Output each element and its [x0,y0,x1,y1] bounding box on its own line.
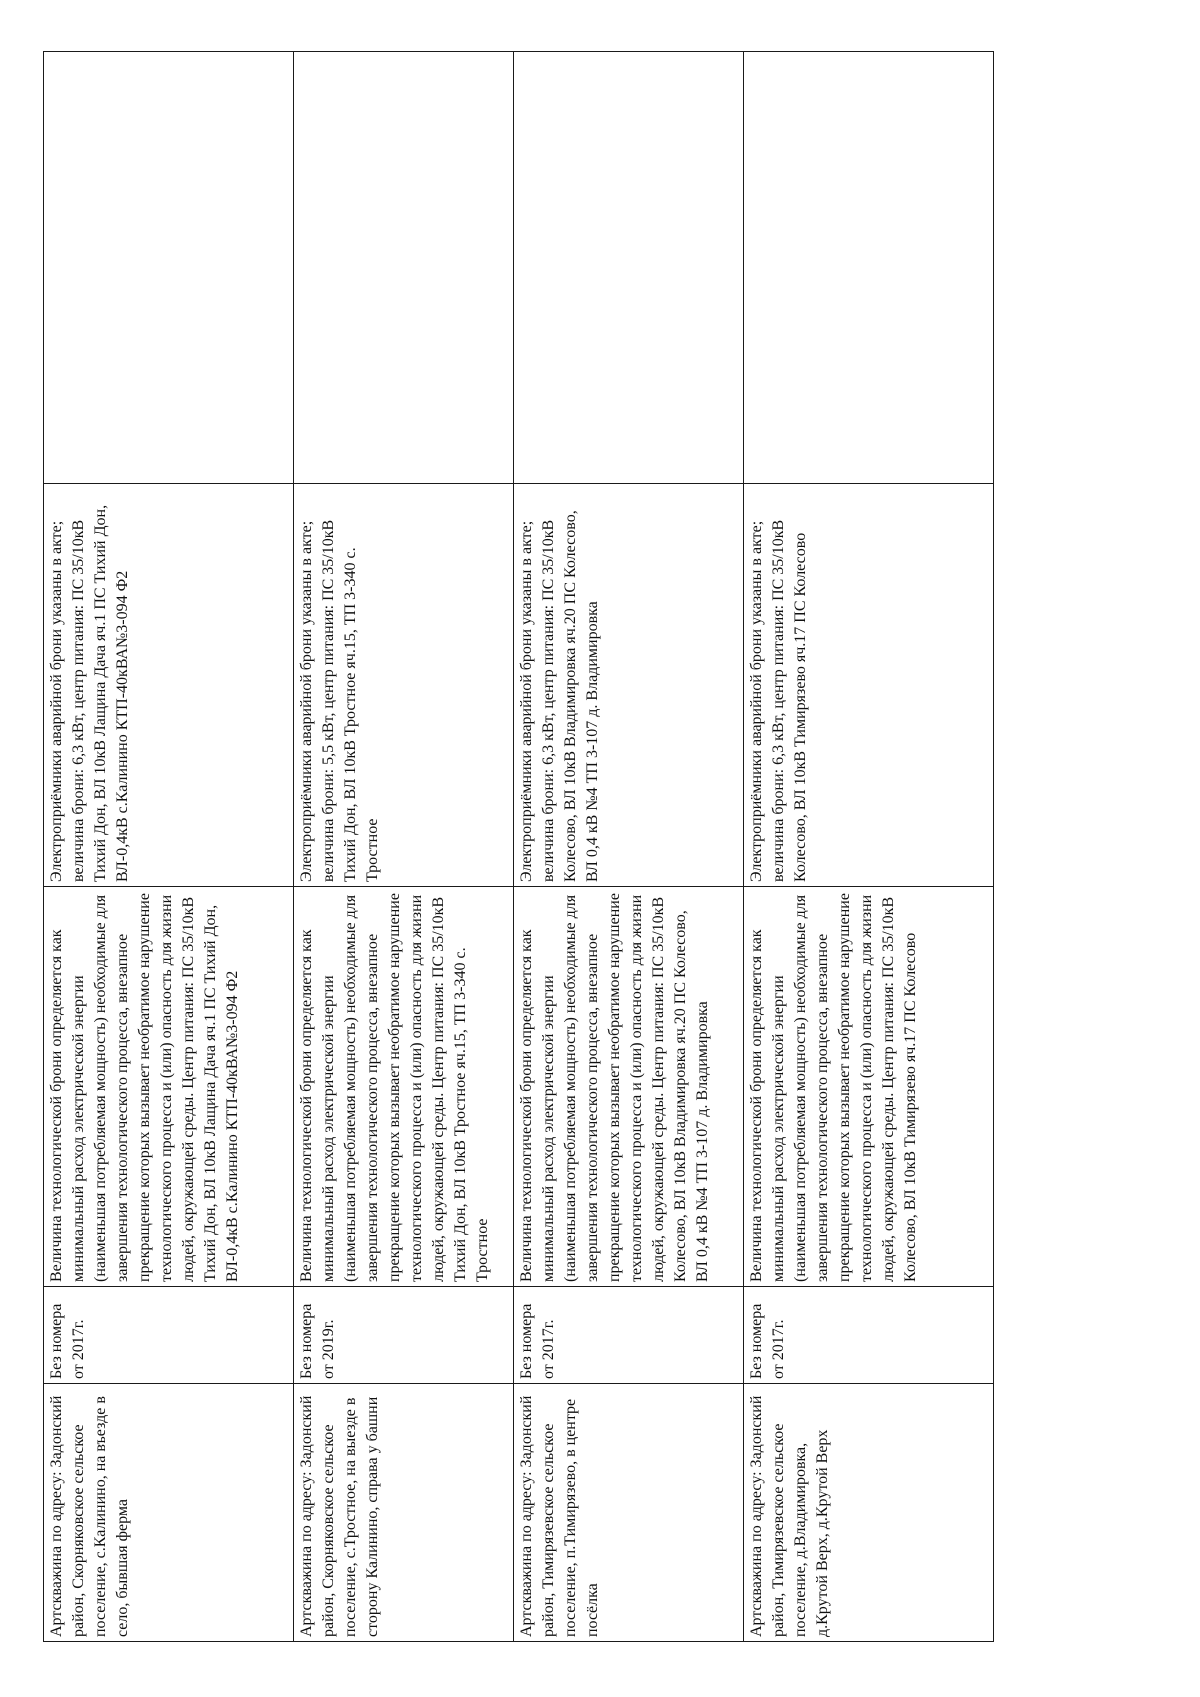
document-text: Без номера от 2017г. [748,1303,787,1379]
document-text: Без номера от 2017г. [518,1303,557,1379]
address-cell [44,1384,294,1642]
power-reserve-table [43,51,994,1642]
empty-cell [44,52,294,484]
address-text: Артскважина по адресу: Задонский район, Тимирязевское сельское поселение, д.Владимировка, д.Крутой Верх, д.Крутой Верх [748,1395,831,1637]
emergency-reserve-text: Электроприёмники аварийной брони указаны в акте; величина брони: 6,3 кВт, центр питания: ПС 35/10кВ Колесово, ВЛ 10кВ Тимирязево яч.17 ПС Колесово [748,519,809,882]
rotated-table-wrapper [43,52,993,1642]
emergency-reserve-cell [294,484,514,887]
address-cell [744,1384,994,1642]
technology-reserve-text: Величина технологической брони определяется как минимальный расход электрической энергии (наименьшая потребляемая мощность) необходимые для завершения технологического процесса, внезапное прекращение которых вызывает необратимое нарушение технологического процесса и (или) опасность для жизни людей, окружающей среды. Центр питания: ПС 35/10кВ Тихий Дон, ВЛ 10кВ Лащина Дача яч.1 ПС Тихий Дон, ВЛ-0,4кВ с.Калинино КТП-40кВА№3-094 Ф2 [48,893,241,1282]
emergency-reserve-text: Электроприёмники аварийной брони указаны в акте; величина брони: 5,5 кВт, центр питания: ПС 35/10кВ Тихий Дон, ВЛ 10кВ Тростное яч.15, ТП 3-340 с. Тростное [298,519,381,882]
table-row [514,52,744,1642]
document-cell [294,1287,514,1384]
address-cell [514,1384,744,1642]
address-text: Артскважина по адресу: Задонский район, Тимирязевское сельское поселение, п.Тимирязево, в центре посёлка [518,1395,601,1637]
emergency-reserve-text: Электроприёмники аварийной брони указаны в акте; величина брони: 6,3 кВт, центр питания: ПС 35/10кВ Тихий Дон, ВЛ 10кВ Лащина Дача яч.1 ПС Тихий Дон, ВЛ-0,4кВ с.Калинино КТП-40кВА№3-094 Ф2 [48,504,131,882]
technology-reserve-text: Величина технологической брони определяется как минимальный расход электрической энергии (наименьшая потребляемая мощность) необходимые для завершения технологического процесса, внезапное прекращение которых вызывает необратимое нарушение технологического процесса и (или) опасность для жизни людей, окружающей среды. Центр питания: ПС 35/10кВ Колесово, ВЛ 10кВ Тимирязево яч.17 ПС Колесово [748,893,919,1282]
document-cell [744,1287,994,1384]
document-text: Без номера от 2019г. [298,1303,337,1379]
document-cell [514,1287,744,1384]
table-row [294,52,514,1642]
empty-cell [514,52,744,484]
technology-reserve-text: Величина технологической брони определяется как минимальный расход электрической энергии (наименьшая потребляемая мощность) необходимые для завершения технологического процесса, внезапное прекращение которых вызывает необратимое нарушение технологического процесса и (или) опасность для жизни людей, окружающей среды. Центр питания: ПС 35/10кВ Колесово, ВЛ 10кВ Владимировка яч.20 ПС Колесово, ВЛ 0,4 кВ №4 ТП 3-107 д. Владимировка [518,893,711,1282]
table-row [744,52,994,1642]
technology-reserve-cell [44,887,294,1287]
technology-reserve-text: Величина технологической брони определяется как минимальный расход электрической энергии (наименьшая потребляемая мощность) необходимые для завершения технологического процесса, внезапное прекращение которых вызывает необратимое нарушение технологического процесса и (или) опасность для жизни людей, окружающей среды. Центр питания: ПС 35/10кВ Тихий Дон, ВЛ 10кВ Тростное яч.15, ТП 3-340 с. Тростное [298,893,491,1282]
technology-reserve-cell [294,887,514,1287]
address-text: Артскважина по адресу: Задонский район, Скорняковское сельское поселение, с.Тростное, на выезде в сторону Калинино, справа у башни [298,1395,381,1637]
emergency-reserve-cell [44,484,294,887]
emergency-reserve-cell [744,484,994,887]
emergency-reserve-cell [514,484,744,887]
technology-reserve-cell [744,887,994,1287]
emergency-reserve-text: Электроприёмники аварийной брони указаны в акте; величина брони: 6,3 кВт, центр питания: ПС 35/10кВ Колесово, ВЛ 10кВ Владимировка яч.20 ПС Колесово, ВЛ 0,4 кВ №4 ТП 3-107 д. Владимировка [518,510,601,882]
empty-cell [294,52,514,484]
document-cell [44,1287,294,1384]
document-text: Без номера от 2017г. [48,1303,87,1379]
empty-cell [744,52,994,484]
address-cell [294,1384,514,1642]
address-text: Артскважина по адресу: Задонский район, Скорняковское сельское поселение, с.Калинино, на въезде в село, бывшая ферма [48,1395,131,1637]
technology-reserve-cell [514,887,744,1287]
table-row [44,52,294,1642]
